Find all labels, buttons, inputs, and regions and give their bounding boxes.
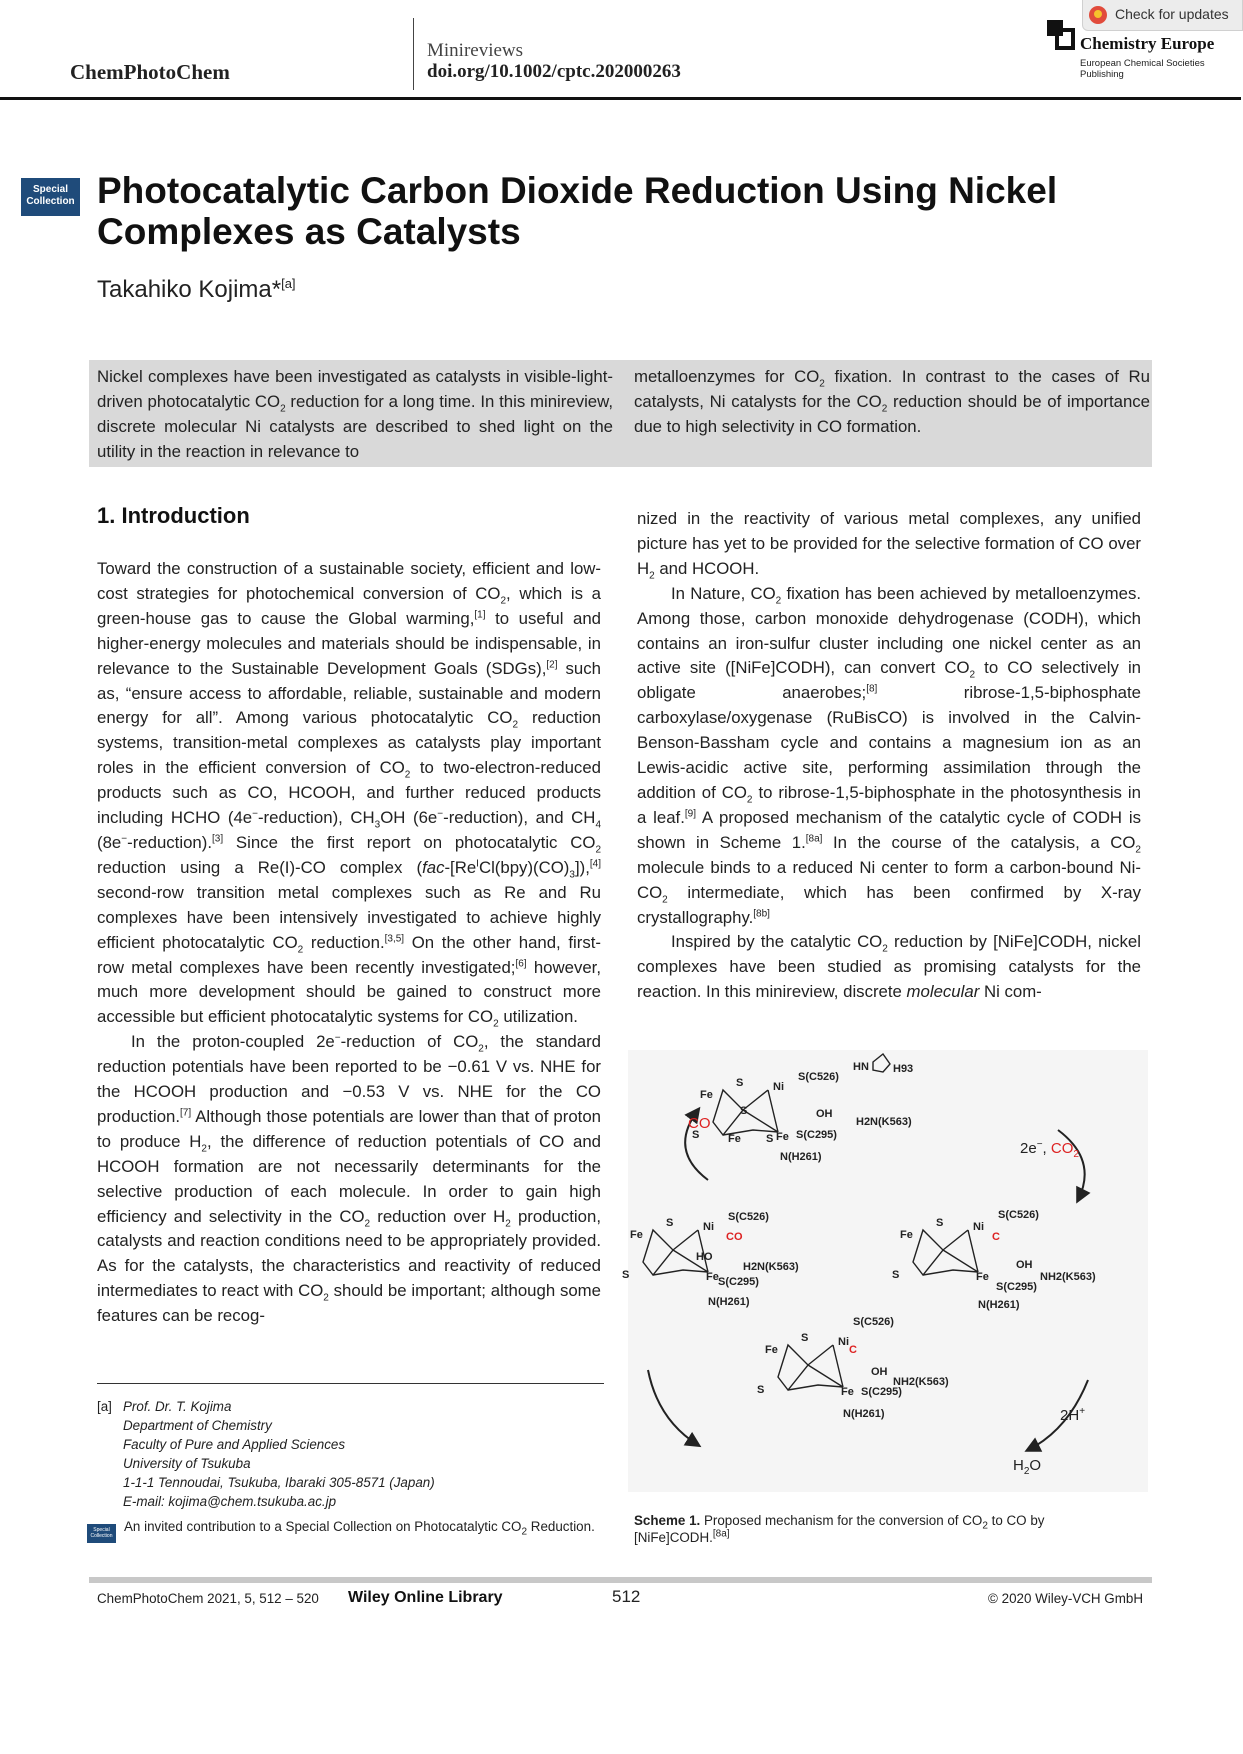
svg-text:CO: CO [726, 1231, 743, 1243]
check-updates-button[interactable] [1082, 0, 1243, 31]
co-label: CO [688, 1115, 711, 1132]
body-column-right: nized in the reactivity of various metal complexes, any unified picture has yet to be provided for the selective formation of CO over $H_2$ and HCOOH. In Nature, $CO_2$ fixation has been achieved by metalloenzymes. Among those, carbon monoxide dehydrogenase (CODH), which contains an iron-sulfur cluster including one nickel center as an active site ([NiFe]CODH), can convert $CO_2$ to CO selectively in obligate anaerobes;[8] ribrose-1,5-biphosphate carboxylase/oxygenase (RuBisCO) is involved in the Calvin-Benson-Bassham cycle and contains a magnesium ion as an Lewis-acidic active site, performing assimilation through the addition of $CO_2$ to ribrose-1,5-biphosphate in the photosynthesis in a leaf.[9] A proposed mechanism of the catalytic cycle of CODH is shown in Scheme 1.[8a] In the course of the catalysis, a $CO_2$ molecule binds to a reduced Ni center to form a carbon-bound $Ni-CO_2$ intermediate, which has been confirmed by X-ray crystallography.[8b] Inspired by the catalytic $CO_2$ reduction by [NiFe]CODH, nickel complexes have been studied as promising catalysts for the reaction. In this minireview, discrete molecular Ni com- [637, 509, 1142, 1002]
footnote-line: University of Tsukuba [123, 1456, 251, 1471]
svg-text:Fe: Fe [706, 1271, 719, 1283]
svg-text:Fe: Fe [841, 1386, 854, 1398]
body-column-left: Toward the construction of a sustainable society, efficient and low-cost strategies for photochemical conversion of $CO_2$, which is a green-house gas to cause the Global warming,[1] to useful and higher-energy molecules and materials should be indispensable, in relevance to the Sustainable Development Goals (SDGs),[2] such as, “ensure access to affordable, reliable, sustainable and modern energy for all”. Among various photocatalytic $CO_2$ reduction systems, transition-metal complexes as catalysts play important roles in the efficient conversion of $CO_2$ to two-electron-reduced products such as CO, HCOOH, and further reduced products including HCHO (4e−-reduction), $CH_3OH$ (6e−-reduction), and $CH_4$ (8e−-reduction).[3] Since the first report on photocatalytic $CO_2$ reduction using a Re(I)-CO complex $(fac-[Re^ICl(bpy)(CO)_3]),[4]$ second-row transition metal complexes such as Re and Ru complexes have been intensively investigated to achieve highly efficient photocatalytic $CO_2$ reduction.[3,5] On the other hand, first-row metal complexes have been recently investigated;[6] however, much more development should be gained to construct more accessible but efficient photocatalytic systems for $CO_2$ utilization. In the proton-coupled 2e−-reduction of $CO_2$, the standard reduction potentials have been reported to be −0.61 V vs. NHE for the HCOOH production and −0.53 V vs. NHE for the CO production.[7] Although those potentials are lower than that of proton to produce $H_2$, the difference of reduction potentials of CO and HCOOH formation are not necessarily determinants for the selective production of each molecule. In order to gain high efficiency and selectivity in the $CO_2$ reduction over $H_2$ production, catalysts and reaction conditions need to be appropriately provided. As for the catalysts, the characteristics and reactivity of reduced intermediates to react with $CO_2$ should be important; although some features can be recog- [97, 559, 602, 1326]
svg-text:Ni: Ni [773, 1081, 784, 1093]
svg-text:NH2(K563): NH2(K563) [1040, 1271, 1096, 1283]
header-rule [0, 97, 1241, 100]
author-affiliation-mark: [a] [281, 276, 296, 291]
footer-citation: ChemPhotoChem 2021, 5, 512 – 520 [97, 1591, 319, 1606]
scheme-caption: Scheme 1. Proposed mechanism for the conversion of $CO_2$ to CO by [NiFe]CODH.[8a] [634, 1513, 1045, 1545]
page-number: 512 [612, 1587, 641, 1606]
footnote-email[interactable]: E-mail: kojima@chem.tsukuba.ac.jp [123, 1494, 337, 1509]
footer-rule [89, 1577, 1152, 1583]
electrons-label: 2e−, $CO_2$ [1020, 1139, 1079, 1160]
svg-text:S(C295): S(C295) [861, 1386, 902, 1398]
svg-text:S: S [622, 1269, 630, 1281]
protons-label: 2H+ [1060, 1406, 1086, 1424]
footnote-marker: [a] [97, 1399, 112, 1414]
svg-text:S: S [936, 1217, 944, 1229]
svg-text:H2N(K563): H2N(K563) [856, 1116, 912, 1128]
abstract-right: metalloenzymes for $CO_2$ fixation. In contrast to the cases of Ru catalysts, Ni catalysts for the $CO_2$ reduction should be of importance due to high selectivity in CO formation. [634, 367, 1150, 436]
special-collection-badge: Special Collection [21, 178, 80, 216]
publisher-subtitle: European Chemical Societies Publishing [1080, 58, 1205, 80]
svg-text:S: S [736, 1077, 744, 1089]
svg-text:H2N(K563): H2N(K563) [743, 1261, 799, 1273]
journal-name: ChemPhotoChem [70, 60, 230, 84]
svg-text:N(H261): N(H261) [708, 1296, 750, 1308]
author-line [97, 276, 296, 304]
svg-text:S(C295): S(C295) [718, 1276, 759, 1288]
svg-text:Ni: Ni [703, 1221, 714, 1233]
water-label: $H_2O$ [1013, 1457, 1042, 1477]
publisher-name: Chemistry Europe [1080, 34, 1215, 53]
svg-text:S(C295): S(C295) [796, 1129, 837, 1141]
svg-text:S(C526): S(C526) [998, 1209, 1039, 1221]
check-updates-label: Check for updates [1115, 6, 1229, 22]
section-heading: 1. Introduction [97, 503, 250, 528]
svg-text:S: S [692, 1129, 700, 1141]
svg-text:S(C526): S(C526) [728, 1211, 769, 1223]
svg-text:HN: HN [853, 1061, 869, 1073]
article-type: Minireviews [427, 40, 524, 61]
svg-text:N(H261): N(H261) [978, 1299, 1020, 1311]
footnote-line: Faculty of Pure and Applied Sciences [123, 1437, 346, 1452]
svg-text:C: C [849, 1344, 857, 1356]
svg-text:OH: OH [1016, 1259, 1033, 1271]
author-name: Takahiko Kojima* [97, 276, 282, 303]
wiley-online-library-link[interactable]: Wiley Online Library [348, 1589, 503, 1606]
svg-text:S: S [892, 1269, 900, 1281]
svg-text:S: S [666, 1217, 674, 1229]
affiliation-footnote [97, 1397, 607, 1511]
footnote-rule [97, 1383, 604, 1384]
svg-text:Fe: Fe [728, 1133, 741, 1145]
chemistry-europe-logo-icon [1047, 20, 1075, 50]
svg-text:S(C526): S(C526) [853, 1316, 894, 1328]
svg-text:Fe: Fe [765, 1344, 778, 1356]
svg-text:Fe: Fe [630, 1229, 643, 1241]
doi-link[interactable]: doi.org/10.1002/cptc.202000263 [427, 61, 681, 82]
svg-text:S: S [801, 1332, 809, 1344]
special-collection-small-badge: Special Collection [87, 1524, 116, 1543]
svg-text:S: S [766, 1133, 774, 1145]
svg-text:Fe: Fe [900, 1229, 913, 1241]
svg-text:S(C526): S(C526) [798, 1071, 839, 1083]
svg-text:C: C [992, 1231, 1000, 1243]
svg-text:NH2(K563): NH2(K563) [893, 1376, 949, 1388]
svg-text:Ni: Ni [838, 1336, 849, 1348]
abstract-left: Nickel complexes have been investigated as catalysts in visible-light-driven photocatalytic $CO_2$ reduction for a long time. In this minireview, discrete molecular Ni catalysts are described to shed light on the utility in the reaction in relevance to [97, 367, 613, 461]
svg-text:H93: H93 [893, 1063, 914, 1075]
svg-text:Fe: Fe [776, 1131, 789, 1143]
footnote-line: Prof. Dr. T. Kojima [123, 1399, 232, 1414]
footnote-line: 1-1-1 Tennoudai, Tsukuba, Ibaraki 305-8571 (Japan) [123, 1475, 435, 1490]
header-divider [413, 18, 414, 90]
copyright: © 2020 Wiley-VCH GmbH [988, 1591, 1143, 1606]
svg-text:Fe: Fe [976, 1271, 989, 1283]
svg-text:S: S [757, 1384, 765, 1396]
svg-text:OH: OH [816, 1108, 833, 1120]
svg-text:OH: OH [871, 1366, 888, 1378]
svg-text:S: S [740, 1105, 748, 1117]
invited-contribution-note: An invited contribution to a Special Collection on Photocatalytic $CO_2$ Reduction. [124, 1519, 595, 1538]
svg-text:HO: HO [696, 1251, 713, 1263]
svg-text:Ni: Ni [973, 1221, 984, 1233]
svg-text:S(C295): S(C295) [996, 1281, 1037, 1293]
crossmark-icon [1089, 6, 1107, 24]
scheme-1-figure [622, 1050, 1148, 1492]
svg-text:N(H261): N(H261) [843, 1408, 885, 1420]
footnote-line: Department of Chemistry [123, 1418, 272, 1433]
article-title: Photocatalytic Carbon Dioxide Reduction Using Nickel Complexes as Catalysts [97, 170, 1058, 252]
svg-text:N(H261): N(H261) [780, 1151, 822, 1163]
svg-text:Fe: Fe [700, 1089, 713, 1101]
